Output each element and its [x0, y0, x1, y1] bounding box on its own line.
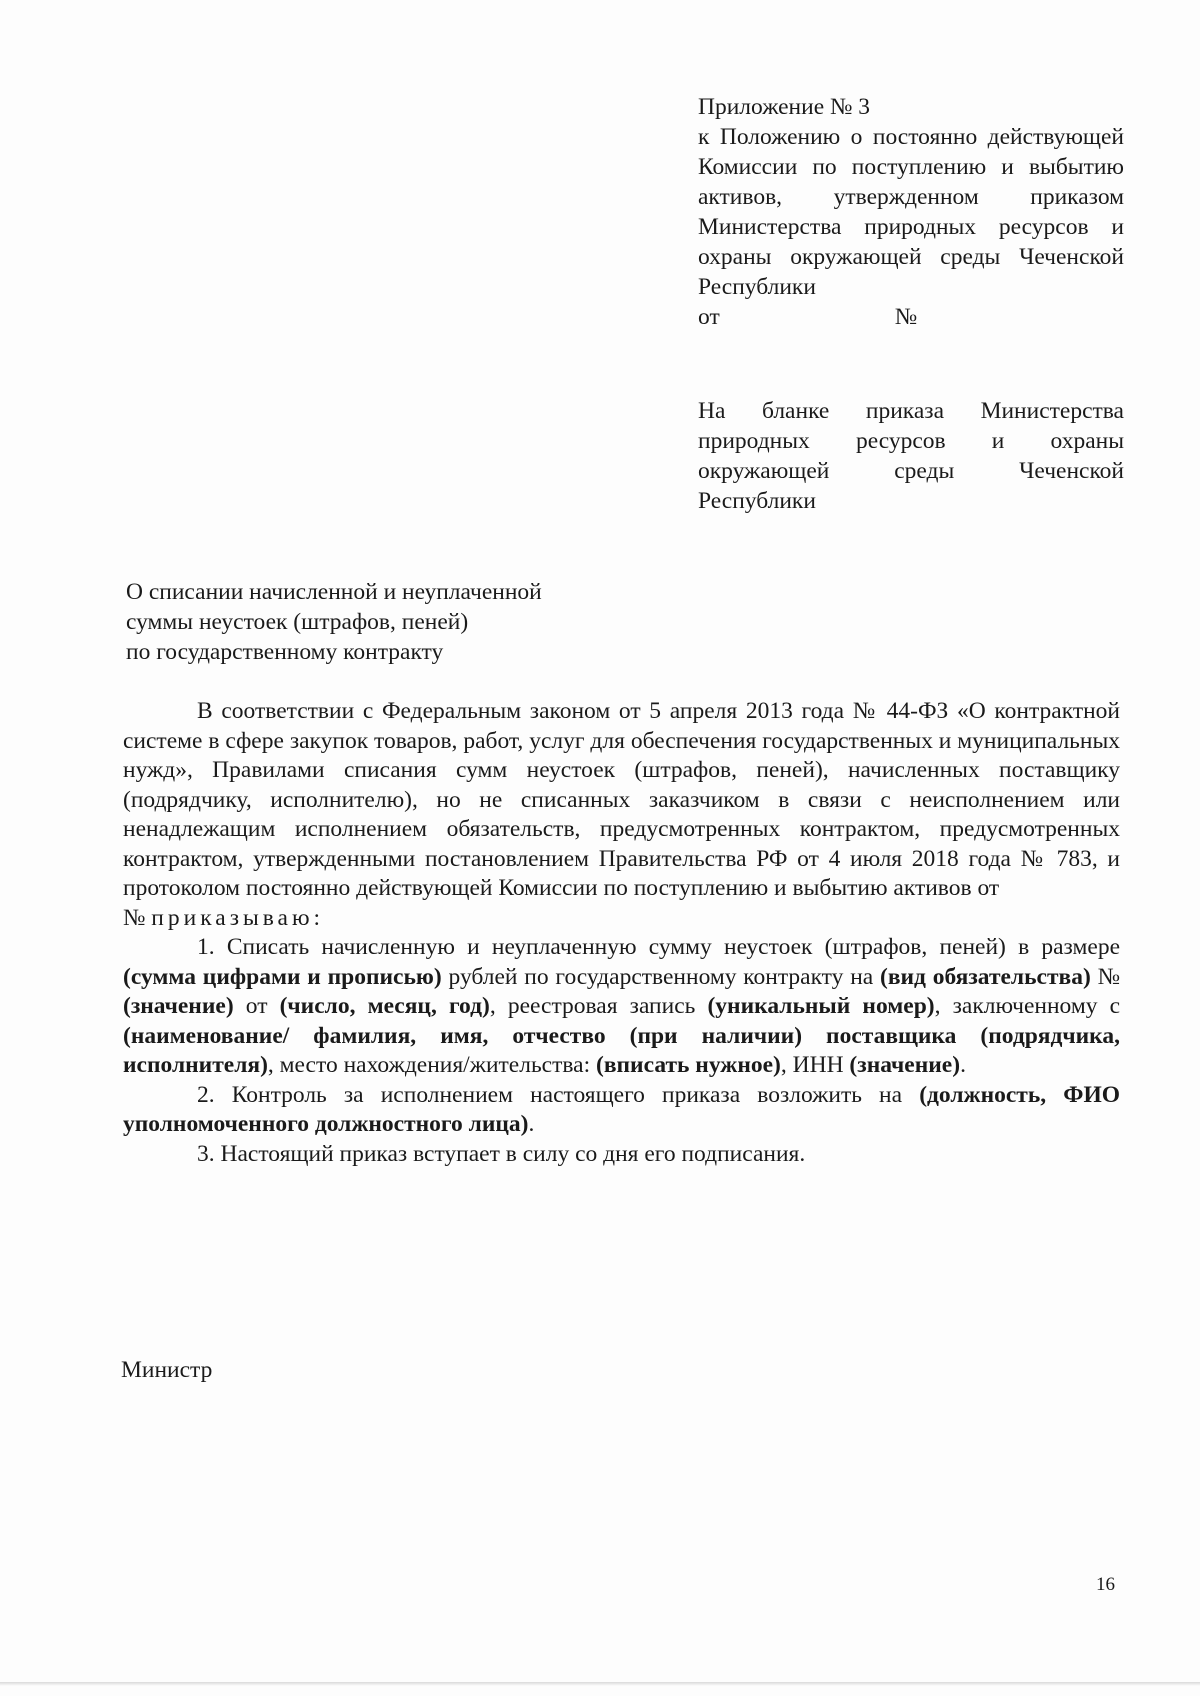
item-text: 1. Списать начисленную и неуплаченную сумму неустоек (штрафов, пеней) в размере: [197, 934, 1120, 960]
subject-line: О списании начисленной и неуплаченной: [126, 579, 542, 605]
appendix-reference: к Положению о постоянно действующей Комиссии по поступлению и выбытию активов, утвержденном приказом Министерства природных ресурсов и охраны окружающей среды Чеченской Республики: [698, 124, 1124, 300]
order-item-1: [123, 933, 1120, 1081]
order-item-2: [123, 1081, 1120, 1140]
order-word: приказываю:: [151, 904, 325, 931]
subject-line: суммы неустоек (штрафов, пеней): [126, 609, 469, 635]
placeholder-obligation-type: (вид обязательства): [880, 963, 1091, 990]
signature-position: Министр: [121, 1357, 213, 1383]
item-text: , реестровая запись: [489, 993, 708, 1019]
appendix-title: Приложение № 3: [698, 94, 871, 120]
item-text: , ИНН: [780, 1052, 850, 1078]
subject-line: по государственному контракту: [126, 639, 444, 665]
appendix-number-prefix: №: [894, 304, 918, 330]
order-body: [123, 697, 1120, 1169]
protocol-number-prefix: №: [123, 904, 146, 931]
item-text: .: [960, 1052, 966, 1078]
placeholder-address: (вписать нужное): [596, 1052, 781, 1078]
item-text: от: [233, 993, 280, 1019]
preamble-paragraph: [123, 697, 1120, 933]
placeholder-registry-number: (уникальный номер): [707, 993, 935, 1019]
placeholder-contract-date: (число, месяц, год): [279, 993, 490, 1019]
placeholder-supplier-name: (наименование/ фамилия, имя, отчество (при наличии) поставщика (подрядчика, исполнителя): [123, 1022, 1120, 1078]
item-text: .: [528, 1111, 535, 1137]
preamble-text: В соответствии с Федеральным законом от 5 апреля 2013 года № 44-ФЗ «О контрактной системе в сфере закупок товаров, работ, услуг для обеспечения государственных и муниципальных нужд», Правилами списания сумм неустоек (штрафов, пеней), начисленных поставщику (подрядчику, исполнителю), но не списанных заказчиком в связи с неисполнением или ненадлежащим исполнением обязательств, предусмотренных контрактом, предусмотренных контрактом, утвержденными постановлением Правительства РФ от 4 июля 2018 года № 783, и протоколом постоянно действующей Комиссии по поступлению и выбытию активов от: [123, 698, 1120, 901]
item-text: №: [1090, 963, 1120, 990]
appendix-date-line: [698, 302, 1124, 332]
page-number: 16: [1096, 1574, 1115, 1595]
order-item-3: 3. Настоящий приказ вступает в силу со дня его подписания.: [197, 1140, 806, 1167]
item-text: рублей по государственному контракту на: [441, 963, 880, 990]
order-subject: [126, 577, 626, 667]
appendix-header: [698, 92, 1124, 332]
scan-edge: [0, 1682, 1200, 1686]
appendix-date-prefix: от: [698, 304, 720, 330]
item-text: , заключенному с: [934, 993, 1121, 1019]
placeholder-inn: (значение): [849, 1052, 961, 1078]
placeholder-responsible-official: (должность, ФИО уполномоченного должностного лица): [123, 1081, 1120, 1137]
placeholder-amount: (сумма цифрами и прописью): [123, 963, 442, 990]
item-text: 2. Контроль за исполнением настоящего приказа возложить на: [197, 1081, 920, 1108]
placeholder-contract-number: (значение): [123, 993, 234, 1019]
item-text: , место нахождения/жительства:: [267, 1052, 596, 1078]
letterhead-note: На бланке приказа Министерства природных ресурсов и охраны окружающей среды Чеченской Республики: [698, 398, 1124, 514]
